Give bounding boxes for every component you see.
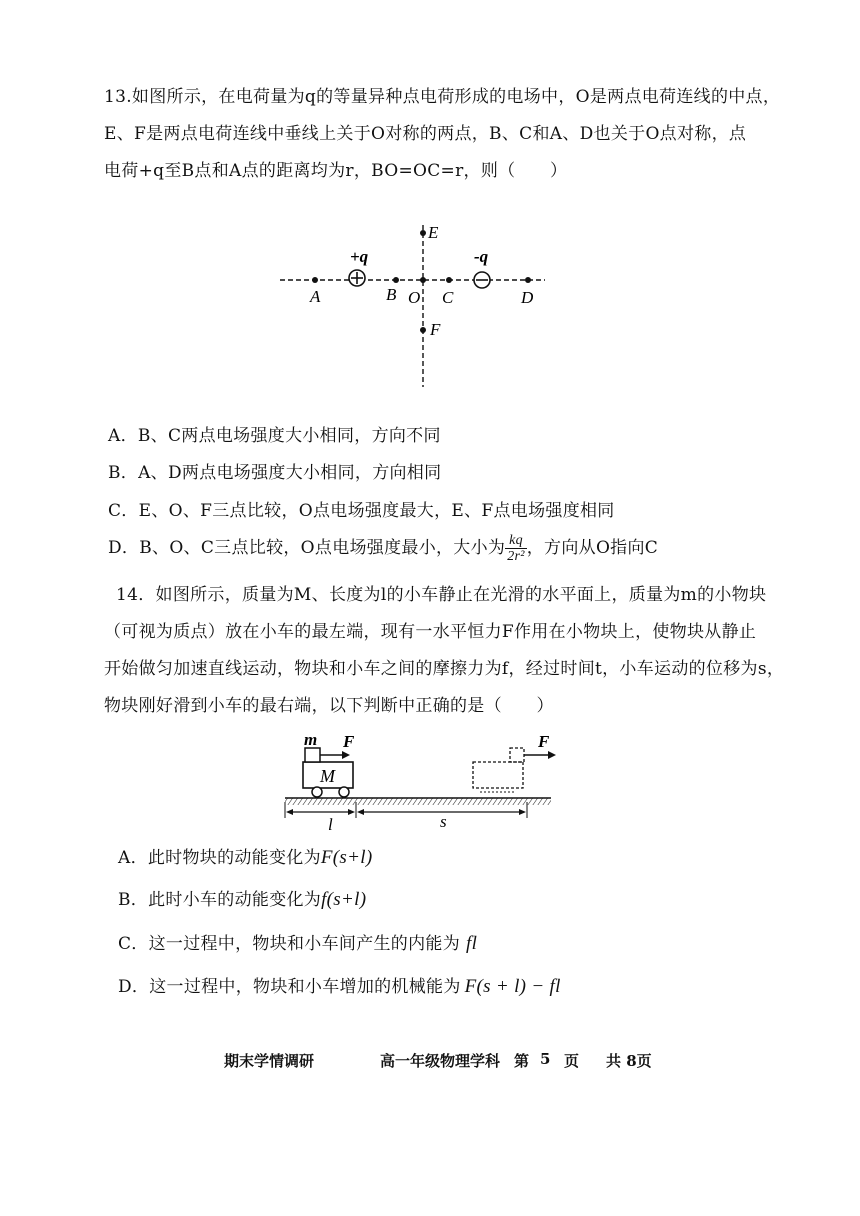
footer-subject: 高一年级物理学科: [380, 1052, 501, 1070]
point-d-dot: [525, 277, 531, 283]
footer-page-unit: 页: [564, 1052, 580, 1070]
point-c-dot: [446, 277, 452, 283]
q14-line4: 物块刚好滑到小车的最右端，以下判断中正确的是（ ）: [104, 696, 554, 716]
fraction-denominator: 2r²: [507, 549, 525, 564]
q13-line3: 电荷+q至B点和A点的距离均为r，BO=OC=r，则（ ）: [104, 161, 568, 181]
q14-option-c: [118, 929, 477, 955]
q14-option-b: [118, 885, 366, 911]
label-f2: F: [538, 732, 550, 751]
label-f1: F: [343, 732, 355, 751]
cart-wheel-right: [339, 787, 349, 797]
force-arrow-2-head: [548, 751, 556, 759]
negative-charge-icon: [474, 272, 490, 288]
footer-total-pages: 共 8页: [606, 1052, 652, 1070]
q14-option-d: [118, 972, 561, 998]
footer-page-number: 5: [540, 1050, 551, 1068]
q14-line2: （可视为质点）放在小车的最左端，现有一水平恒力F作用在小物块上，使物块从静止: [104, 622, 757, 642]
moved-cart-body: [473, 762, 523, 788]
q13-field-diagram: [270, 215, 560, 395]
label-big-m: M: [320, 766, 335, 786]
q14-option-b-text: B．此时小车的动能变化为: [118, 890, 322, 910]
fraction-numerator: kq: [505, 533, 527, 549]
footer-page-label: 第: [514, 1052, 530, 1070]
q14-option-b-math: f(s+l): [321, 889, 367, 910]
q14-option-a: [118, 843, 372, 869]
q14-line3: 开始做匀加速直线运动，物块和小车之间的摩擦力为f，经过时间t，小车运动的位移为s，: [104, 659, 785, 679]
footer-exam-name: 期末学情调研: [224, 1052, 315, 1070]
label-c: C: [442, 288, 454, 307]
q14-option-d-math: F(s + l) − fl: [464, 976, 561, 997]
q13-line2: E、F是两点电荷连线中垂线上关于O对称的两点，B、C和A、D也关于O点对称，点: [104, 124, 747, 144]
field-strength-fraction: [505, 533, 527, 564]
cart-wheel-left: [312, 787, 322, 797]
q13-option-a: A．B、C两点电场强度大小相同，方向不同: [108, 426, 441, 446]
q14-cart-diagram: [280, 730, 560, 835]
q14-option-a-text: A．此时物块的动能变化为: [118, 848, 321, 868]
q14-line1: 14．如图所示，质量为M、长度为l的小车静止在光滑的水平面上，质量为m的小物块: [116, 585, 767, 605]
q13-option-d: [108, 533, 658, 564]
point-f-dot: [420, 327, 426, 333]
point-b-dot: [393, 277, 399, 283]
label-f: F: [430, 320, 441, 339]
point-o-dot: [420, 277, 426, 283]
q14-option-c-text: C．这一过程中，物块和小车间产生的内能为: [118, 934, 461, 954]
q13-line1: 13.如图所示，在电荷量为q的等量异种点电荷形成的电场中，O是两点电荷连线的中点，: [104, 87, 781, 107]
force-arrow-1-head: [342, 751, 350, 759]
label-b: B: [386, 285, 397, 304]
label-a: A: [310, 287, 321, 306]
ground-hatching: [285, 798, 551, 805]
point-e-dot: [420, 230, 426, 236]
label-pos-charge: +q: [350, 247, 369, 266]
q14-option-c-math: fl: [466, 933, 478, 954]
block-m: [305, 748, 320, 762]
q13-option-c: C．E、O、F三点比较，O点电场强度最大，E、F点电场强度相同: [108, 501, 615, 521]
label-neg-charge: -q: [474, 247, 489, 266]
point-a-dot: [312, 277, 318, 283]
q13-option-d-text: D．B、O、C三点比较，O点电场强度最小，大小为: [108, 538, 506, 558]
q13-option-d-direction: ，方向从O指向C: [526, 538, 659, 558]
q14-option-a-math: F(s+l): [320, 847, 373, 868]
q14-option-d-text: D．这一过程中，物块和小车增加的机械能为: [118, 977, 461, 997]
positive-charge-icon: [349, 270, 365, 286]
moved-block: [510, 748, 524, 762]
label-o: O: [408, 288, 421, 307]
q13-option-b: B．A、D两点电场强度大小相同，方向相同: [108, 463, 442, 483]
label-d: D: [521, 288, 534, 307]
label-s: s: [440, 812, 447, 831]
label-l: l: [328, 815, 333, 834]
label-m: m: [304, 730, 318, 749]
label-e: E: [428, 223, 439, 242]
